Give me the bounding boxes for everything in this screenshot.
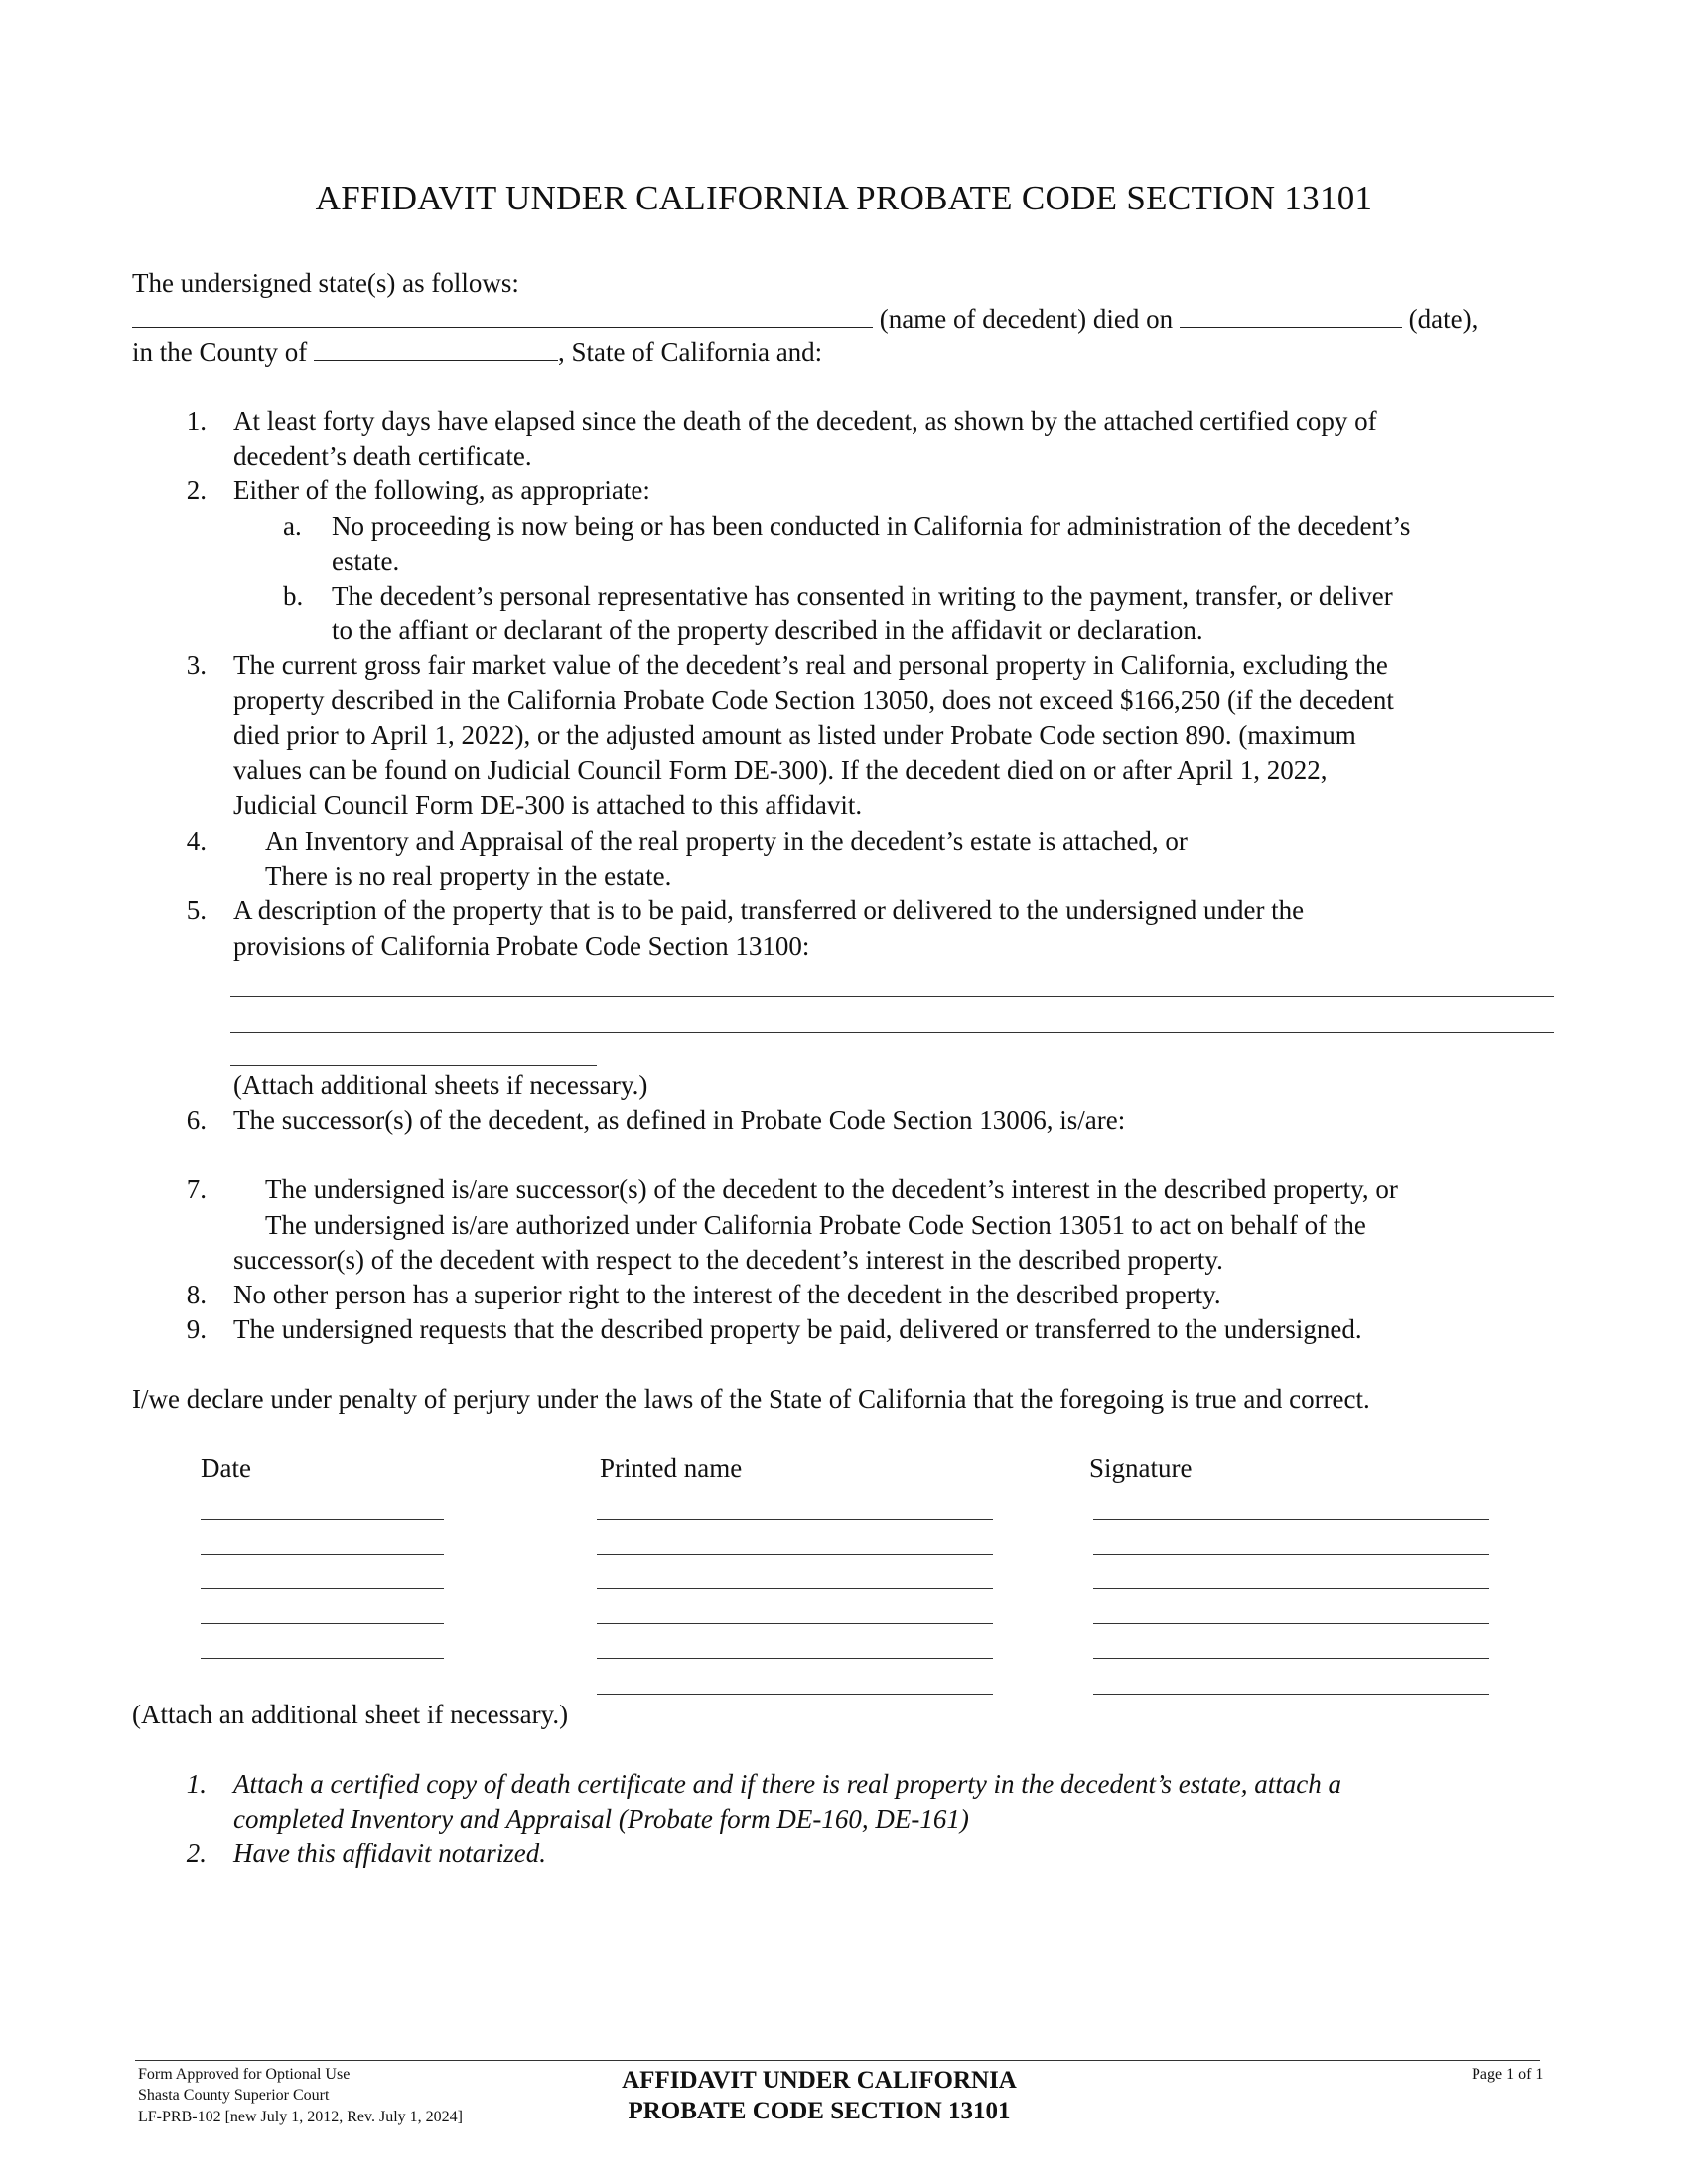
item-text: The undersigned requests that the described property be paid, delivered or transferred to the undersigned. [233, 1314, 1362, 1344]
item-text: successor(s) of the decedent with respect to the decedent’s interest in the described property. [233, 1245, 1223, 1275]
date-line[interactable] [201, 1623, 444, 1624]
instruction-number: 2. [186, 1839, 207, 1868]
document-title: AFFIDAVIT UNDER CALIFORNIA PROBATE CODE SECTION 13101 [315, 179, 1373, 217]
item-option-inventory: An Inventory and Appraisal of the real property in the decedent’s estate is attached, or [265, 826, 1188, 856]
item-text: A description of the property that is to be paid, transferred or delivered to the undersigned under the [233, 895, 1305, 925]
item-number: 5. [186, 895, 207, 925]
instruction-number: 1. [186, 1769, 207, 1799]
item-text: No proceeding is now being or has been conducted in California for administration of the decedent’s [332, 511, 1411, 541]
signature-line[interactable] [1093, 1554, 1489, 1555]
sub-item-label: a. [283, 511, 302, 541]
item-number: 1. [186, 406, 207, 436]
death-date-field[interactable] [1180, 301, 1402, 328]
date-line[interactable] [201, 1588, 444, 1589]
signature-header: Signature [1089, 1453, 1193, 1483]
item-text: No other person has a superior right to the interest of the decedent in the described property. [233, 1280, 1221, 1309]
item-text: Either of the following, as appropriate: [233, 476, 650, 505]
item-text: decedent’s death certificate. [233, 441, 532, 471]
footer-court: Shasta County Superior Court [138, 2087, 330, 2104]
footer-approval: Form Approved for Optional Use [138, 2066, 351, 2083]
item-text: The current gross fair market value of the decedent’s real and personal property in California, excluding the [233, 650, 1388, 680]
intro-county-line [132, 335, 822, 369]
date-header: Date [201, 1453, 251, 1483]
label: (date), [1401, 304, 1478, 334]
declaration: I/we declare under penalty of perjury under the laws of the State of California that the foregoing is true and correct. [132, 1384, 1370, 1414]
item-option-successor: The undersigned is/are successor(s) of the decedent to the decedent’s interest in the described property, or [265, 1174, 1398, 1204]
property-description-line[interactable] [230, 996, 1554, 997]
printed-name-line[interactable] [597, 1694, 993, 1695]
county-field[interactable] [314, 335, 558, 361]
item-text: estate. [332, 546, 400, 576]
date-line[interactable] [201, 1658, 444, 1659]
footer-form-id: LF-PRB-102 [new July 1, 2012, Rev. July 1, 2024] [138, 2109, 463, 2125]
item-text: The successor(s) of the decedent, as defined in Probate Code Section 13006, is/are: [233, 1105, 1126, 1135]
item-text: to the affiant or declarant of the property described in the affidavit or declaration. [332, 615, 1203, 645]
item-number: 4. [186, 826, 207, 856]
item-number: 8. [186, 1280, 207, 1309]
item-text: The decedent’s personal representative has consented in writing to the payment, transfer, or deliver [332, 581, 1393, 611]
property-description-line[interactable] [230, 1065, 597, 1066]
item-number: 3. [186, 650, 207, 680]
instruction-text: completed Inventory and Appraisal (Probate form DE-160, DE-161) [233, 1804, 969, 1834]
item-text: died prior to April 1, 2022), or the adjusted amount as listed under Probate Code section 890. (maximum [233, 720, 1356, 750]
footer-divider [135, 2060, 1540, 2061]
signature-line[interactable] [1093, 1694, 1489, 1695]
footer-title-line2: PROBATE CODE SECTION 13101 [628, 2098, 1011, 2124]
label: in the County of [132, 338, 314, 367]
item-text: At least forty days have elapsed since the death of the decedent, as shown by the attached certified copy of [233, 406, 1377, 436]
item-text: provisions of California Probate Code Section 13100: [233, 931, 810, 961]
signature-line[interactable] [1093, 1519, 1489, 1520]
item-text: values can be found on Judicial Council Form DE-300). If the decedent died on or after April 1, 2022, [233, 755, 1328, 785]
printed-name-line[interactable] [597, 1554, 993, 1555]
item-number: 9. [186, 1314, 207, 1344]
instruction-text: Attach a certified copy of death certificate and if there is real property in the decedent’s estate, attach a [233, 1769, 1341, 1799]
date-line[interactable] [201, 1519, 444, 1520]
printed-name-header: Printed name [600, 1453, 743, 1483]
label: (name of decedent) died on [873, 304, 1180, 334]
sub-item-label: b. [283, 581, 304, 611]
item-text: property described in the California Probate Code Section 13050, does not exceed $166,250 (if the decedent [233, 685, 1394, 715]
signature-line[interactable] [1093, 1658, 1489, 1659]
intro-decedent-line [132, 301, 1477, 336]
item-number: 6. [186, 1105, 207, 1135]
printed-name-line[interactable] [597, 1519, 993, 1520]
printed-name-line[interactable] [597, 1658, 993, 1659]
instruction-text: Have this affidavit notarized. [233, 1839, 546, 1868]
date-line[interactable] [201, 1554, 444, 1555]
intro-text: The undersigned state(s) as follows: [132, 268, 519, 298]
decedent-name-field[interactable] [132, 301, 873, 328]
footer-title-line1: AFFIDAVIT UNDER CALIFORNIA [622, 2067, 1017, 2094]
signature-line[interactable] [1093, 1588, 1489, 1589]
item-number: 7. [186, 1174, 207, 1204]
label: , State of California and: [558, 338, 823, 367]
printed-name-line[interactable] [597, 1588, 993, 1589]
item-number: 2. [186, 476, 207, 505]
signature-line[interactable] [1093, 1623, 1489, 1624]
attach-note: (Attach additional sheets if necessary.) [233, 1070, 648, 1100]
printed-name-line[interactable] [597, 1623, 993, 1624]
property-description-line[interactable] [230, 1032, 1554, 1033]
item-option-no-real-property: There is no real property in the estate. [265, 861, 672, 890]
item-text: Judicial Council Form DE-300 is attached to this affidavit. [233, 790, 863, 820]
item-option-authorized: The undersigned is/are authorized under California Probate Code Section 13051 to act on behalf of the [265, 1210, 1366, 1240]
attach-sheet-note: (Attach an additional sheet if necessary.) [132, 1700, 569, 1729]
page-number: Page 1 of 1 [1472, 2066, 1544, 2083]
